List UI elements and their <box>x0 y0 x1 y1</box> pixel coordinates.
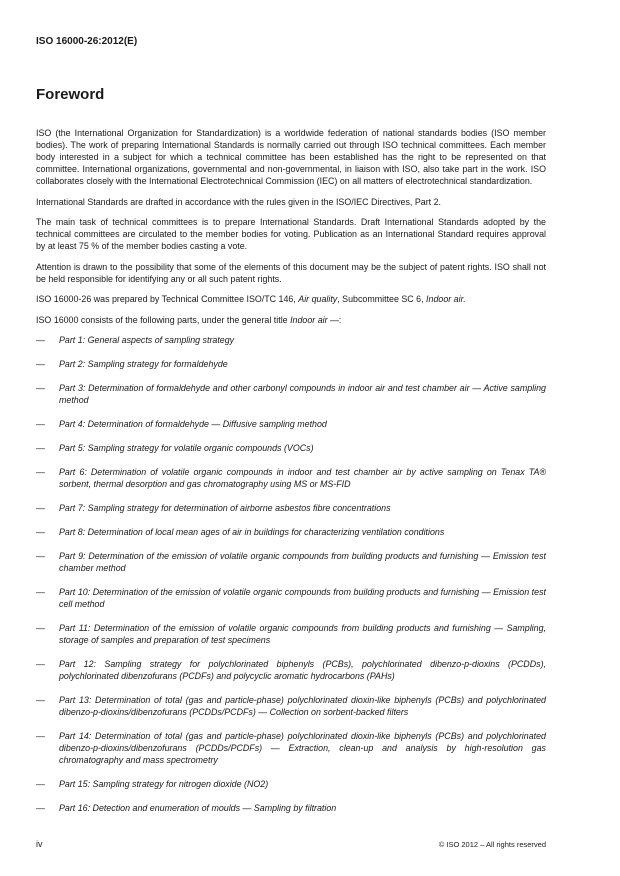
paragraph: Attention is drawn to the possibility that some of the elements of this document may be the subject of patent rights. ISO shall not be held responsible for identifying any or all such patent rights. <box>36 261 546 284</box>
list-item <box>36 526 546 538</box>
copyright: © ISO 2012 – All rights reserved <box>438 840 546 849</box>
part-title: Part 10: Determination of the emission of volatile organic compounds from building products and furnishing — Emission test cell method <box>59 587 546 609</box>
list-item <box>36 334 546 346</box>
list-item <box>36 382 546 406</box>
part-title: Part 16: Detection and enumeration of moulds — Sampling by filtration <box>59 803 337 813</box>
dash: — <box>36 503 45 513</box>
text: Indoor air — <box>290 314 339 325</box>
paragraph: International Standards are drafted in accordance with the rules given in the ISO/IEC Directives, Part 2. <box>36 196 442 207</box>
part-title: Part 9: Determination of the emission of volatile organic compounds from building products and furnishing — Emission test chamber method <box>59 551 546 573</box>
part-title: Part 5: Sampling strategy for volatile organic compounds (VOCs) <box>59 443 314 453</box>
dash: — <box>36 623 45 633</box>
parts-list <box>36 334 546 814</box>
list-item <box>36 622 546 646</box>
part-title: Part 3: Determination of formaldehyde and other carbonyl compounds in indoor air and test chamber air — Active sampling method <box>59 383 546 405</box>
part-title: Part 14: Determination of total (gas and particle-phase) polychlorinated dioxin-like biphenyls (PCBs) and polychlorinated dibenzo-p-dioxins/dibenzofurans (PCDDs/PCDFs) — Extraction, clean-up and analysis by high-resolution gas chromatography and mass spectrometry <box>59 731 546 765</box>
text: Indoor air. <box>426 294 466 304</box>
page-title: Foreword <box>36 86 105 103</box>
part-title: Part 2: Sampling strategy for formaldehyde <box>59 359 228 369</box>
text: Air quality <box>298 294 338 304</box>
text: : <box>338 314 342 325</box>
dash: — <box>36 419 45 429</box>
dash: — <box>36 779 45 789</box>
part-title: Part 1: General aspects of sampling strategy <box>59 335 235 345</box>
list-item <box>36 550 546 574</box>
dash: — <box>36 359 45 369</box>
dash: — <box>36 467 45 477</box>
text: ISO 16000 consists of the following parts, under the general title <box>36 314 291 325</box>
part-title: Part 6: Determination of volatile organic compounds in indoor and test chamber air by active sampling on Tenax TA® sorbent, thermal desorption and gas chromatography using MS or MS-FID <box>59 467 546 489</box>
paragraph: ISO (the International Organization for Standardization) is a worldwide federation of national standards bodies (ISO member bodies). The work of preparing International Standards is normally carried out through ISO technical committees. Each member body interested in a subject for which a technical committee has been established has the right to be represented on that committee. International organizations, governmental and non-governmental, in liaison with ISO, also take part in the work. ISO collaborates closely with the International Electrotechnical Commission (IEC) on all matters of electrotechnical standardization. <box>36 128 546 186</box>
part-title: Part 11: Determination of the emission of volatile organic compounds from building products and furnishing — Sampling, storage of samples and preparation of test specimens <box>59 623 546 645</box>
consists-paragraph <box>36 314 546 326</box>
part-title: Part 4: Determination of formaldehyde — Diffusive sampling method <box>59 419 327 429</box>
paragraph: The main task of technical committees is to prepare International Standards. Draft International Standards adopted by the technical committees are circulated to the member bodies for voting. Publication as an International Standard requires approval by at least 75 % of the member bodies casting a vote. <box>36 217 546 251</box>
dash: — <box>36 587 45 597</box>
list-item <box>36 778 546 790</box>
list-item <box>36 694 546 718</box>
list-item <box>36 730 546 766</box>
text: ISO 16000-26 was prepared by Technical Committee ISO/TC 146, <box>36 294 299 304</box>
list-item <box>36 466 546 490</box>
list-item <box>36 442 546 454</box>
dash: — <box>36 659 45 669</box>
dash: — <box>36 551 45 561</box>
list-item <box>36 418 546 430</box>
dash: — <box>36 443 45 453</box>
page-number: iv <box>36 839 43 849</box>
part-title: Part 13: Determination of total (gas and particle-phase) polychlorinated dioxin-like biphenyls (PCBs) and polychlorinated dibenzo-p-dioxins/dibenzofurans (PCDDs/PCDFs) — Collection on sorbent-backed filters <box>59 695 546 717</box>
part-title: Part 8: Determination of local mean ages of air in buildings for characterizing ventilation conditions <box>59 527 445 537</box>
dash: — <box>36 335 45 345</box>
foreword-body <box>36 127 546 826</box>
list-item <box>36 658 546 682</box>
dash: — <box>36 695 45 705</box>
list-item <box>36 802 546 814</box>
dash: — <box>36 383 45 393</box>
list-item <box>36 586 546 610</box>
dash: — <box>36 527 45 537</box>
list-item <box>36 502 546 514</box>
list-item <box>36 358 546 370</box>
dash: — <box>36 803 45 813</box>
part-title: Part 15: Sampling strategy for nitrogen dioxide (NO2) <box>59 779 269 789</box>
part-title: Part 12: Sampling strategy for polychlorinated biphenyls (PCBs), polychlorinated dibenzo-p-dioxins (PCDDs), polychlorinated dibenzofurans (PCDFs) and polycyclic aromatic hydrocarbons (PAHs) <box>59 659 546 681</box>
dash: — <box>36 731 45 741</box>
document-header: ISO 16000-26:2012(E) <box>36 36 138 47</box>
prepared-by-paragraph <box>36 293 546 305</box>
text: , Subcommittee SC 6, <box>337 294 427 304</box>
part-title: Part 7: Sampling strategy for determination of airborne asbestos fibre concentrations <box>59 503 391 513</box>
